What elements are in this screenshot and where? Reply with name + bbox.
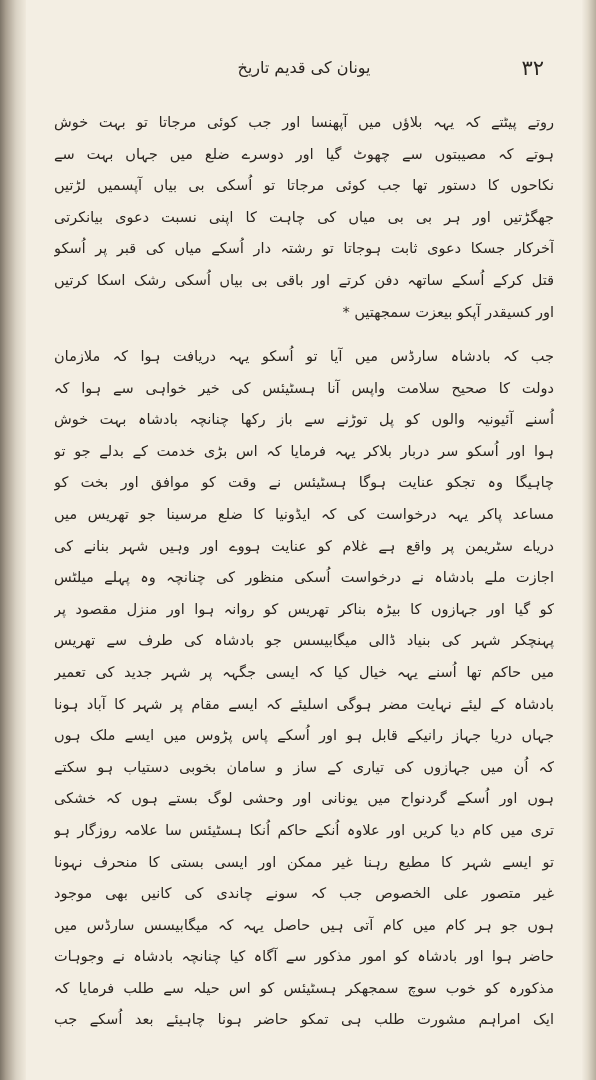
text-line: روتے پیٹتے کہ یہہ بلاؤں میں آپھنسا اور جب کوئی مرجاتا تو بہت خوش xyxy=(54,115,554,131)
text-line: حاضر ہوا اور بادشاہ کو امور مذکور سے آگاہ کیا چنانچہ بادشاہ نے وجوہات xyxy=(54,949,554,966)
text-line: تری میں کام دیا کریں اور علاوہ اُنکے حاکم اُنکا ہسٹیئس سا علامہ روزگار ہو xyxy=(54,822,554,839)
text-line: اُسنے آئیونیہ والوں کو پل توڑنے سے باز رکھا چنانچہ بادشاہ بہت خوش xyxy=(54,412,554,429)
page-header xyxy=(56,56,552,90)
text-line: اور کسیقدر آپکو بیعزت سمجھتیں * xyxy=(342,304,554,321)
text-line: ہوں اور اُسکے گردنواح میں یونانی اور وحشی لوگ بستے ہوں کہ خشکی xyxy=(54,791,554,808)
text-line: مذکورہ کو خوب سوچ سمجھکر ہسٹیئس کو اس حیلہ سے طلب فرمایا کہ xyxy=(54,980,554,997)
text-line: پہنچکر شہر کی بنیاد ڈالی میگابیسس جو بادشاہ کی طرف سے تھریس xyxy=(54,633,554,650)
paragraph-1 xyxy=(54,108,554,329)
page-edge-shadow xyxy=(582,0,596,1080)
text-line: بادشاہ کے لیئے نہایت مضر ہوگی اسلیئے کہ ایسے مقام پر شہر کا آباد ہونا xyxy=(54,696,554,713)
page-number: ۳۲ xyxy=(521,56,544,80)
text-line: ہوتے کہ مصیبتوں سے چھوٹ گیا اور دوسرے ضلع میں جہاں بہت سے xyxy=(54,146,554,163)
text-line: ہوا اور اُسکو سر دربار بلاکر یہہ فرمایا کہ اس بڑی خدمت کے بدلے جو تو xyxy=(54,443,554,460)
text-line: میں حاکم تھا اُسنے یہہ خیال کیا کہ ایسی جگہہ پر شہر جدید کی تعمیر xyxy=(54,664,554,681)
text-line: دریاے سٹریمن پر واقع ہے غلام کو عنایت ہووے اور وہیں شہر بنانے کی xyxy=(54,538,554,555)
text-line: غیر متصور علی الخصوص جب کہ سونے چاندی کی کانیں بھی موجود xyxy=(54,886,554,903)
text-line: تو ایسے شہر کا مطیع رہنا غیر ممکن اور ایسی بستی کا منحرف نہونا xyxy=(54,854,554,871)
text-line: کہ اُن میں جہازوں کی تیاری کے ساز و سامان بخوبی دستیاب ہو سکتے xyxy=(54,759,554,776)
page-binding-shadow xyxy=(0,0,26,1080)
text-line: ایک امراہم مشورت طلب ہی تمکو حاضر ہونا چاہیئے بعد اُسکے جب xyxy=(54,1012,554,1029)
text-line: جب کہ بادشاہ سارڈس میں آیا تو اُسکو یہہ دریافت ہوا کہ ملازمان xyxy=(54,349,554,365)
text-line: اجازت ملے بادشاہ نے درخواست اُسکی منظور کی چنانچہ وہ پہلے میلٹس xyxy=(54,570,554,587)
text-line: جہاں دریا جہاز رانیکے قابل ہو اور اُسکے پاس پڑوس میں ایسے ملک ہوں xyxy=(54,728,554,745)
text-line: جھگڑتیں اور ہر بی بی میاں کی چاہت کا اپنی نسبت دعوی بیانکرتی xyxy=(54,209,554,226)
text-line: کو گیا اور جہازوں کا بیڑہ بناکر تھریس کو روانہ ہوا اور منزل مقصود پر xyxy=(54,601,554,618)
text-line: نکاحوں کا دستور تھا جب کوئی مرجاتا تو اُسکی بی بیاں آپسمیں لڑتیں xyxy=(54,178,554,195)
text-line: چاہیگا وہ تجکو عنایت ہوگا ہسٹیئس نے وقت کو موافق اور بخت کو xyxy=(54,475,554,492)
running-title: یونان کی قدیم تاریخ xyxy=(237,58,371,77)
book-page xyxy=(26,0,582,1080)
text-line: قتل کرکے اُسکے ساتھہ دفن کرتے اور باقی بی بیاں اُسکی رشک اسکا کرتیں xyxy=(54,272,554,289)
text-line: دولت کا صحیح سلامت واپس آنا ہسٹیئس کی خیر خواہی سے ہوا کہ xyxy=(54,380,554,397)
text-line: آخرکار جسکا دعوی ثابت ہوجاتا تو رشتہ دار اُسکے میاں کی قبر پر اُسکو xyxy=(54,241,554,258)
paragraph-2 xyxy=(54,342,554,1037)
text-line: مساعد پاکر یہہ درخواست کی کہ ایڈونیا کا ضلع مرسینا جو تھریس میں xyxy=(54,506,554,523)
text-line: ہوں جو ہر کام میں کام آتی ہیں حاصل یہہ کہ میگابیسس سارڈس میں xyxy=(54,917,554,934)
